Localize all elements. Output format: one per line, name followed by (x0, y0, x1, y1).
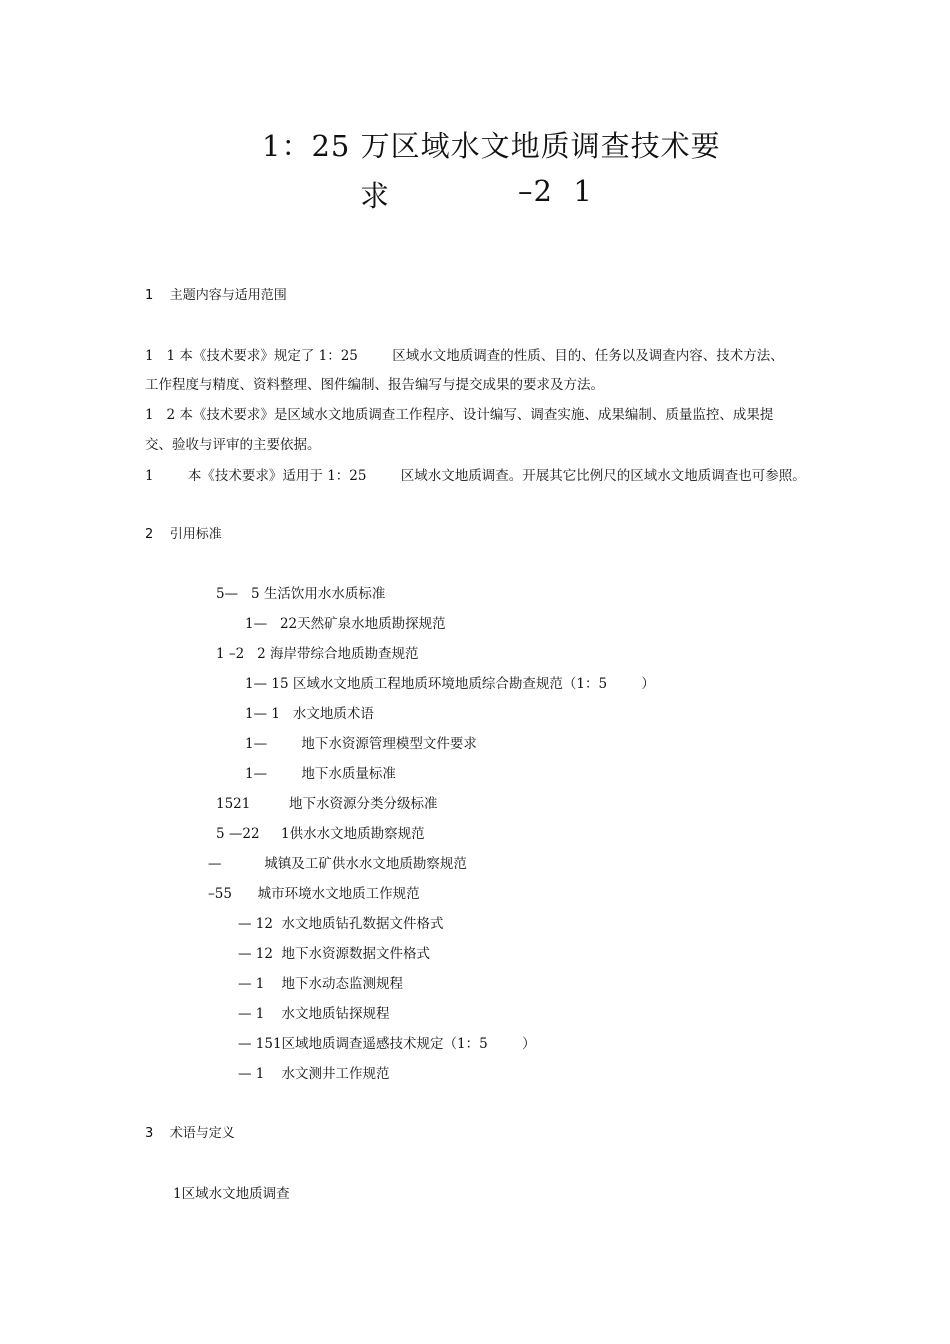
section-1-heading: 1 主题内容与适用范围 (145, 288, 287, 303)
section-1-para-1-line-1: 1 1 本《技术要求》规定了 1：25 区域水文地质调查的性质、目的、任务以及调查内容、技术方法、 (145, 348, 784, 364)
reference-item: 5— 5 生活饮用水水质标准 (216, 586, 386, 602)
document-title-line2-left: 求 (360, 179, 391, 213)
section-3-item-1: 1区域水文地质调查 (173, 1186, 290, 1202)
reference-item: — 1 水文地质钻探规程 (238, 1006, 390, 1022)
section-1-para-3: 1 本《技术要求》适用于 1：25 区域水文地质调查。开展其它比例尺的区域水文地质调查也可参照。 (145, 468, 806, 484)
document-title-line2-right: –2 1 (518, 174, 593, 208)
reference-item: — 城镇及工矿供水水文地质勘察规范 (208, 856, 467, 872)
reference-item: — 1 地下水动态监测规程 (238, 976, 404, 992)
reference-item: 1— 地下水质量标准 (245, 766, 396, 782)
reference-item: 1 –2 2 海岸带综合地质勘查规范 (216, 646, 419, 662)
reference-item: –55 城市环境水文地质工作规范 (208, 886, 420, 902)
section-2-heading: 2 引用标准 (145, 527, 222, 542)
document-title-line1: 1：25 万区域水文地质调查技术要 (262, 129, 721, 163)
reference-item: 1— 22天然矿泉水地质勘探规范 (245, 616, 446, 632)
reference-item: 1— 1 水文地质术语 (245, 706, 374, 722)
section-3-heading: 3 术语与定义 (145, 1126, 235, 1141)
reference-item: 1— 地下水资源管理模型文件要求 (245, 736, 477, 752)
section-1-para-2-line-2: 交、验收与评审的主要依据。 (145, 437, 321, 453)
reference-item: 1521 地下水资源分类分级标准 (216, 796, 438, 812)
reference-item: 5 —22 1供水水文地质勘察规范 (216, 826, 425, 842)
reference-item: — 151区域地质调查遥感技术规定（1：5 ） (238, 1036, 536, 1052)
reference-item: — 12 水文地质钻孔数据文件格式 (238, 916, 444, 932)
section-1-para-1-line-2: 工作程度与精度、资料整理、图件编制、报告编写与提交成果的要求及方法。 (145, 377, 604, 393)
reference-item: — 1 水文测井工作规范 (238, 1066, 390, 1082)
section-1-para-2-line-1: 1 2 本《技术要求》是区域水文地质调查工作程序、设计编写、调查实施、成果编制、质量监控、成果提 (145, 407, 774, 423)
reference-item: 1— 15 区域水文地质工程地质环境地质综合勘查规范（1：5 ） (245, 676, 655, 692)
reference-item: — 12 地下水资源数据文件格式 (238, 946, 431, 962)
